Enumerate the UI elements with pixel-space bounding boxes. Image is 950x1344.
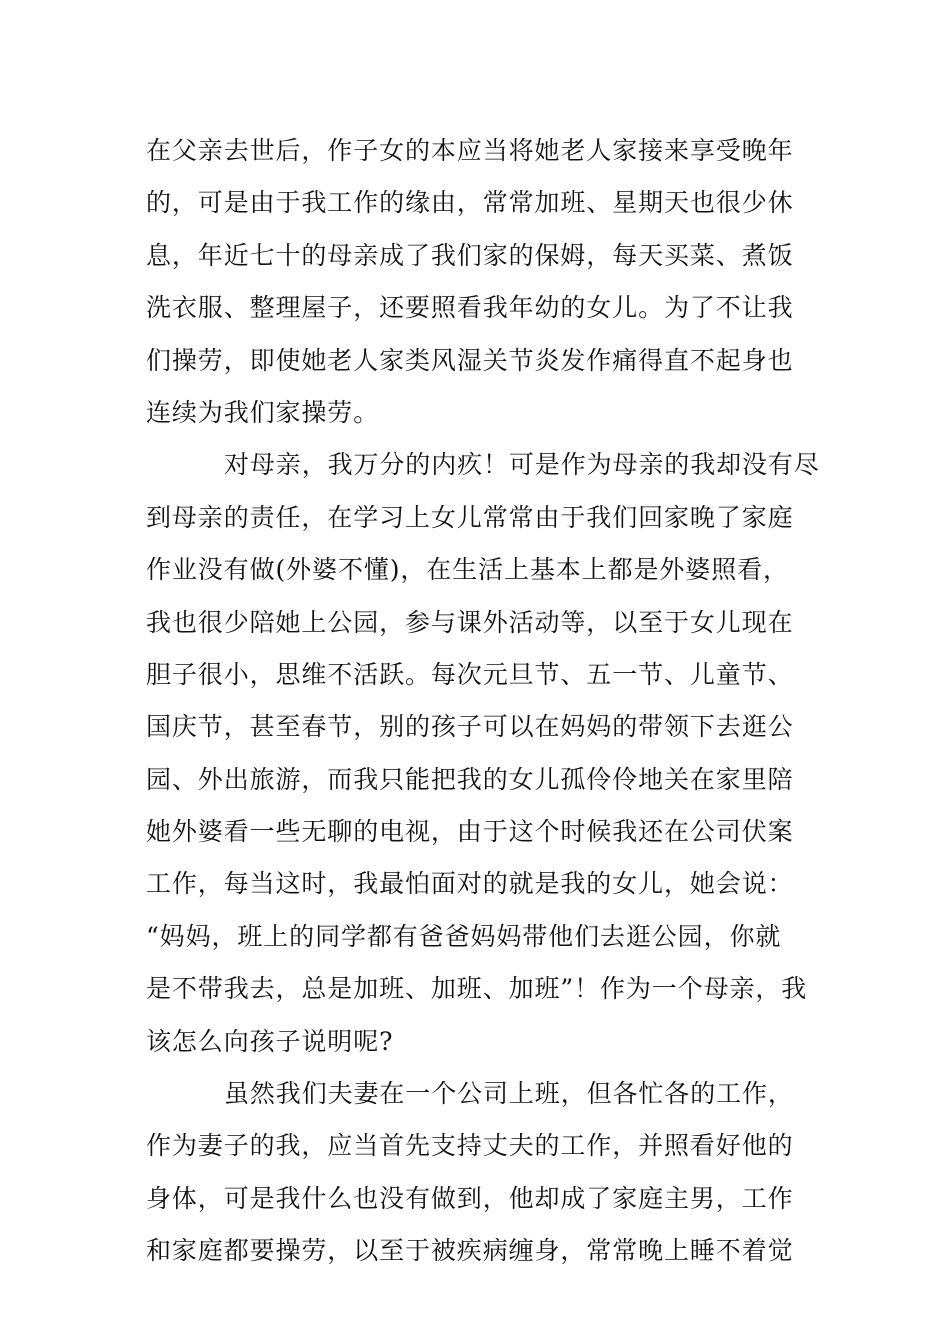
text-line: 国庆节，甚至春节，别的孩子可以在妈妈的带领下去逛公 <box>146 712 794 742</box>
text-line: 连续为我们家操劳。 <box>146 397 380 427</box>
paragraph-first-line: 虽然我们夫妻在一个公司上班，但各忙各的工作， <box>224 1079 794 1109</box>
text-line: 胆子很小，思维不活跃。每次元旦节、五一节、儿童节、 <box>146 659 794 689</box>
text-line: “妈妈，班上的同学都有爸爸妈妈带他们去逛公园，你就 <box>146 921 782 951</box>
text-line: 在父亲去世后，作子女的本应当将她老人家接来享受晚年 <box>146 136 794 165</box>
text-line: 息，年近七十的母亲成了我们家的保姆，每天买菜、煮饭 <box>146 240 794 270</box>
text-line: 和家庭都要操劳，以至于被疾病缠身，常常晚上睡不着觉 <box>146 1236 794 1266</box>
text-line: 作为妻子的我，应当首先支持丈夫的工作，并照看好他的 <box>146 1131 794 1161</box>
text-line: 们操劳，即使她老人家类风湿关节炎发作痛得直不起身也 <box>146 345 794 375</box>
text-line: 作业没有做(外婆不懂)，在生活上基本上都是外婆照看， <box>146 555 789 585</box>
text-line: 工作，每当这时，我最怕面对的就是我的女儿，她会说： <box>146 869 794 899</box>
text-line: 的，可是由于我工作的缘由，常常加班、星期天也很少休 <box>146 188 794 218</box>
text-line: 是不带我去，总是加班、加班、加班”！作为一个母亲，我 <box>146 974 808 1004</box>
text-line: 园、外出旅游，而我只能把我的女儿孤伶伶地关在家里陪 <box>146 764 794 794</box>
text-line: 她外婆看一些无聊的电视，由于这个时候我还在公司伏案 <box>146 817 794 847</box>
body-text <box>146 125 820 1278</box>
text-line: 我也很少陪她上公园，参与课外活动等，以至于女儿现在 <box>146 607 794 637</box>
text-line: 洗衣服、整理屋子，还要照看我年幼的女儿。为了不让我 <box>146 293 794 323</box>
text-line: 到母亲的责任，在学习上女儿常常由于我们回家晚了家庭 <box>146 502 794 532</box>
paragraph-first-line: 对母亲，我万分的内疚！可是作为母亲的我却没有尽 <box>224 450 820 480</box>
text-line: 该怎么向孩子说明呢? <box>146 1026 394 1056</box>
text-line: 身体，可是我什么也没有做到，他却成了家庭主男，工作 <box>146 1183 794 1213</box>
